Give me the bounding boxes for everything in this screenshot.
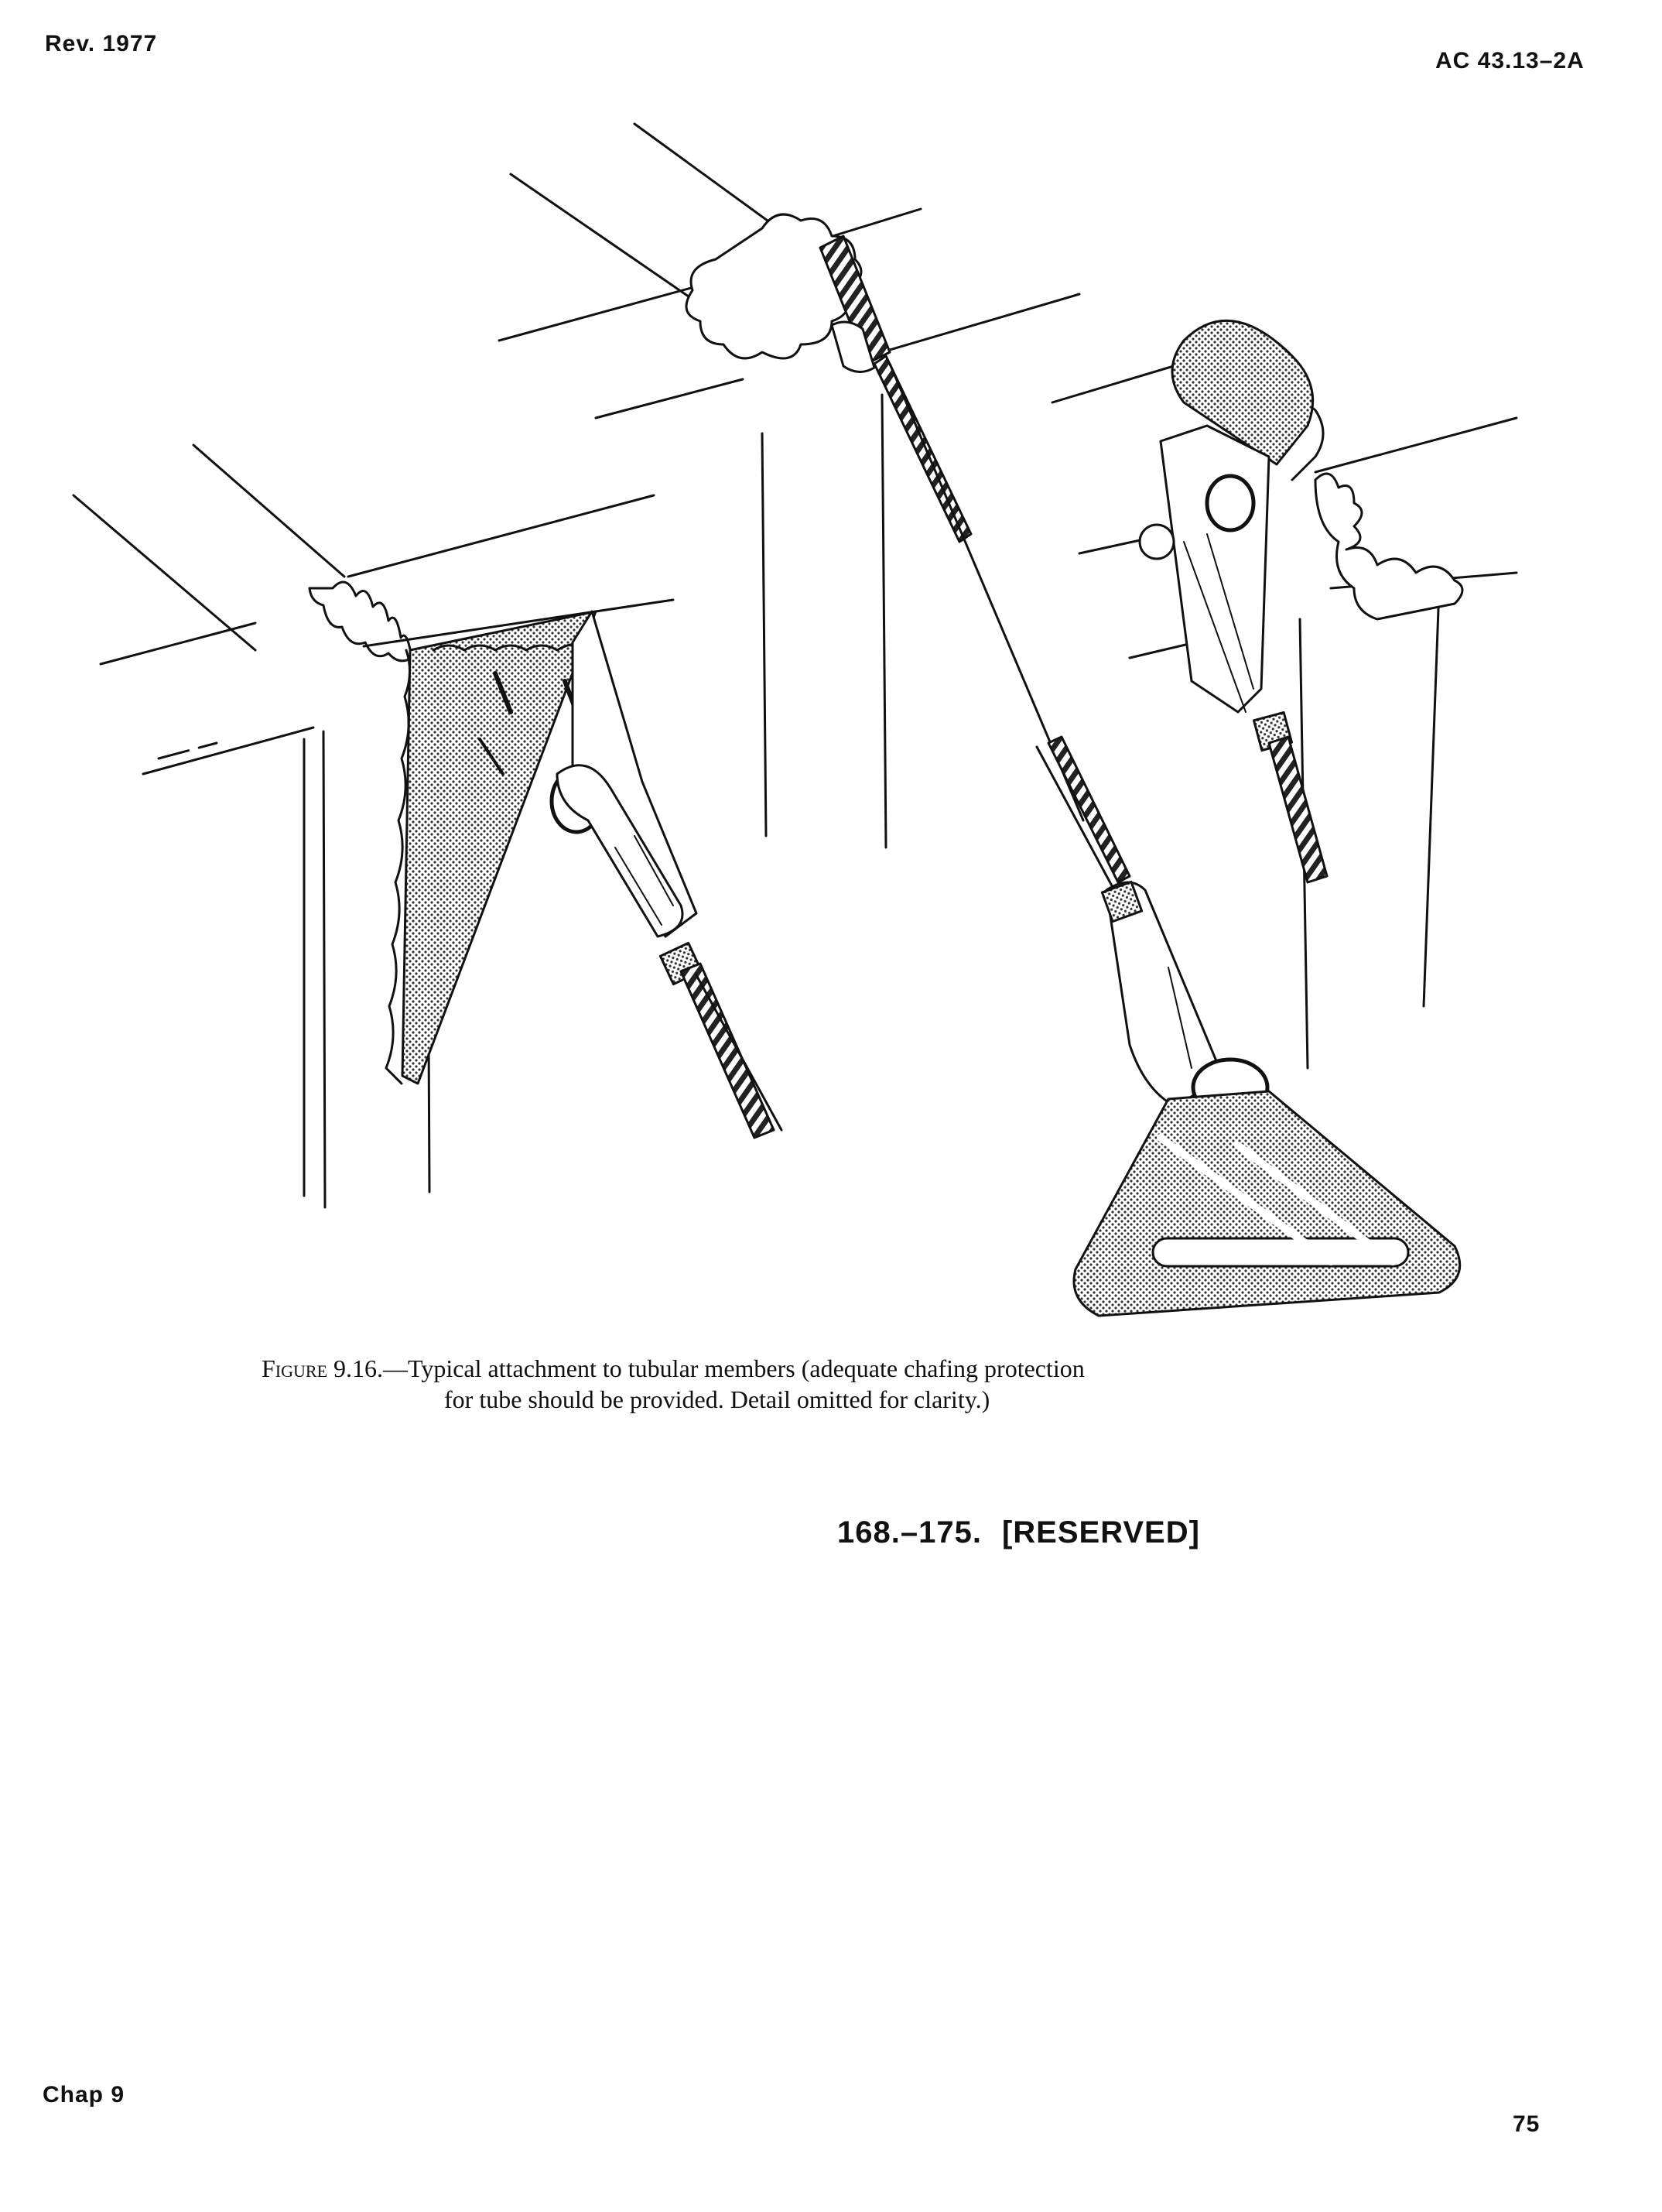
page-number: 75 <box>1513 2111 1541 2137</box>
right-fork-fitting <box>1140 426 1291 750</box>
left-gusset <box>386 611 596 1084</box>
lower-cable <box>1048 737 1130 882</box>
figure-label: Figure 9.16. <box>262 1354 384 1382</box>
chapter-label: Chap 9 <box>43 2082 125 2108</box>
document-id: AC 43.13–2A <box>1435 48 1585 74</box>
figure-caption <box>262 1353 1407 1415</box>
triangular-tab <box>1074 1091 1460 1316</box>
lower-fork-fitting <box>1102 882 1267 1115</box>
revision-date: Rev. 1977 <box>45 31 158 56</box>
paragraph-range: 168.–175. <box>837 1515 982 1549</box>
caption-line-2: for tube should be provided. Detail omitted for clarity.) <box>444 1385 990 1413</box>
reserved-section <box>837 1515 1220 1550</box>
top-cable <box>874 356 971 542</box>
weld-bead-right <box>1315 474 1462 619</box>
right-cable <box>1269 737 1327 882</box>
left-fork-fitting <box>552 611 702 984</box>
reserved-label: [RESERVED] <box>1001 1515 1200 1549</box>
weld-bead-left <box>309 582 412 661</box>
left-cable <box>681 964 774 1138</box>
caption-line-1: —Typical attachment to tubular members (adequate chafing protection <box>383 1354 1085 1382</box>
